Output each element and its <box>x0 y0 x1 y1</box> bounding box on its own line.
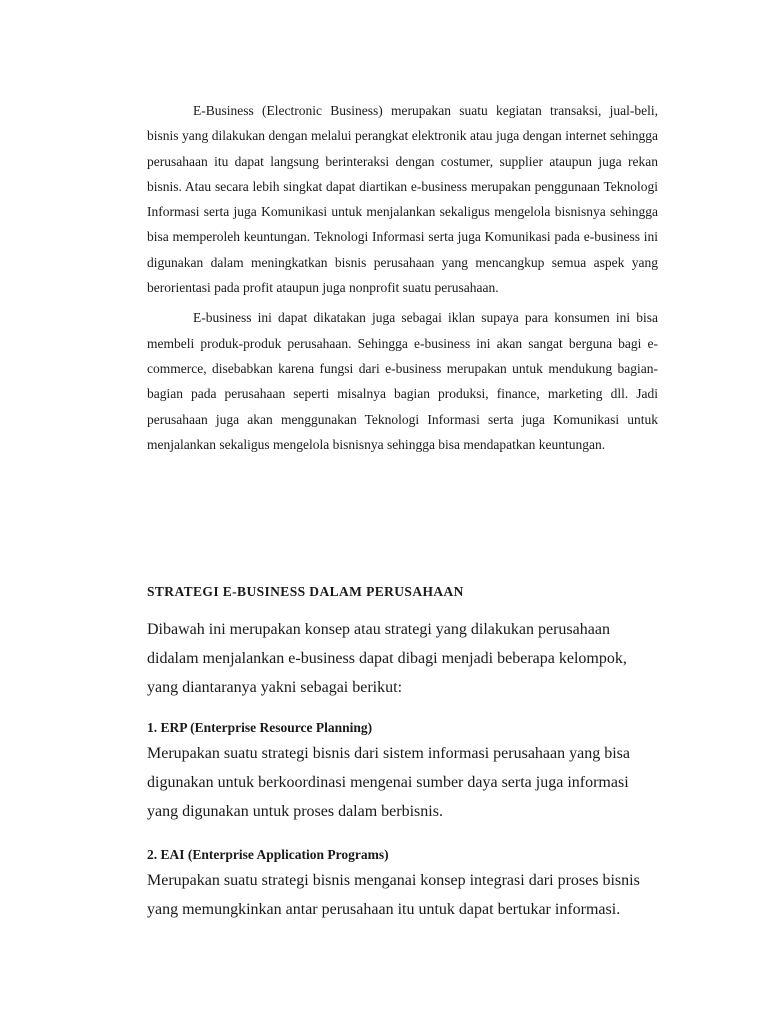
section-intro: Dibawah ini merupakan konsep atau strategi yang dilakukan perusahaan didalam menjalankan e-business dapat dibagi menjadi beberapa kelompok, yang diantaranya yakni sebagai berikut: <box>147 621 627 696</box>
item-eai-title: 2. EAI (Enterprise Application Programs) <box>147 847 389 862</box>
document-page <box>147 98 658 457</box>
paragraph-ebusiness-definition: E-Business (Electronic Business) merupakan suatu kegiatan transaksi, jual-beli, bisnis yang dilakukan dengan melalui perangkat elektronik atau juga dengan internet sehingga perusahaan itu dapat langsung berinteraksi dengan costumer, supplier ataupun juga rekan bisnis. Atau secara lebih singkat dapat diartikan e-business merupakan penggunaan Teknologi Informasi serta juga Komunikasi untuk menjalankan sekaligus mengelola bisnisnya sehingga bisa memperoleh keuntungan. Teknologi Informasi serta juga Komunikasi pada e-business ini digunakan dalam meningkatkan bisnis perusahaan yang mencangkup semua aspek yang berorientasi pada profit ataupun juga nonprofit suatu perusahaan. <box>147 103 658 296</box>
paragraph-ebusiness-advertising: E-business ini dapat dikatakan juga sebagai iklan supaya para konsumen ini bisa membeli produk-produk perusahaan. Sehingga e-business ini akan sangat berguna bagi e-commerce, disebabkan karena fungsi dari e-business merupakan untuk mendukung bagian-bagian pada perusahaan seperti misalnya bagian produksi, finance, marketing dll. Jadi perusahaan juga akan menggunakan Teknologi Informasi serta juga Komunikasi untuk menjalankan sekaligus mengelola bisnisnya sehingga bisa mendapatkan keuntungan. <box>147 310 658 452</box>
item-erp-title: 1. ERP (Enterprise Resource Planning) <box>147 720 373 735</box>
section-heading: STRATEGI E-BUSINESS DALAM PERUSAHAAN <box>147 584 464 599</box>
item-erp-body: Merupakan suatu strategi bisnis dari sistem informasi perusahaan yang bisa digunakan untuk berkoordinasi mengenai sumber daya serta juga informasi yang digunakan untuk proses dalam berbisnis. <box>147 745 630 820</box>
item-eai-body: Merupakan suatu strategi bisnis menganai konsep integrasi dari proses bisnis yang memungkinkan antar perusahaan itu untuk dapat bertukar informasi. <box>147 872 640 918</box>
